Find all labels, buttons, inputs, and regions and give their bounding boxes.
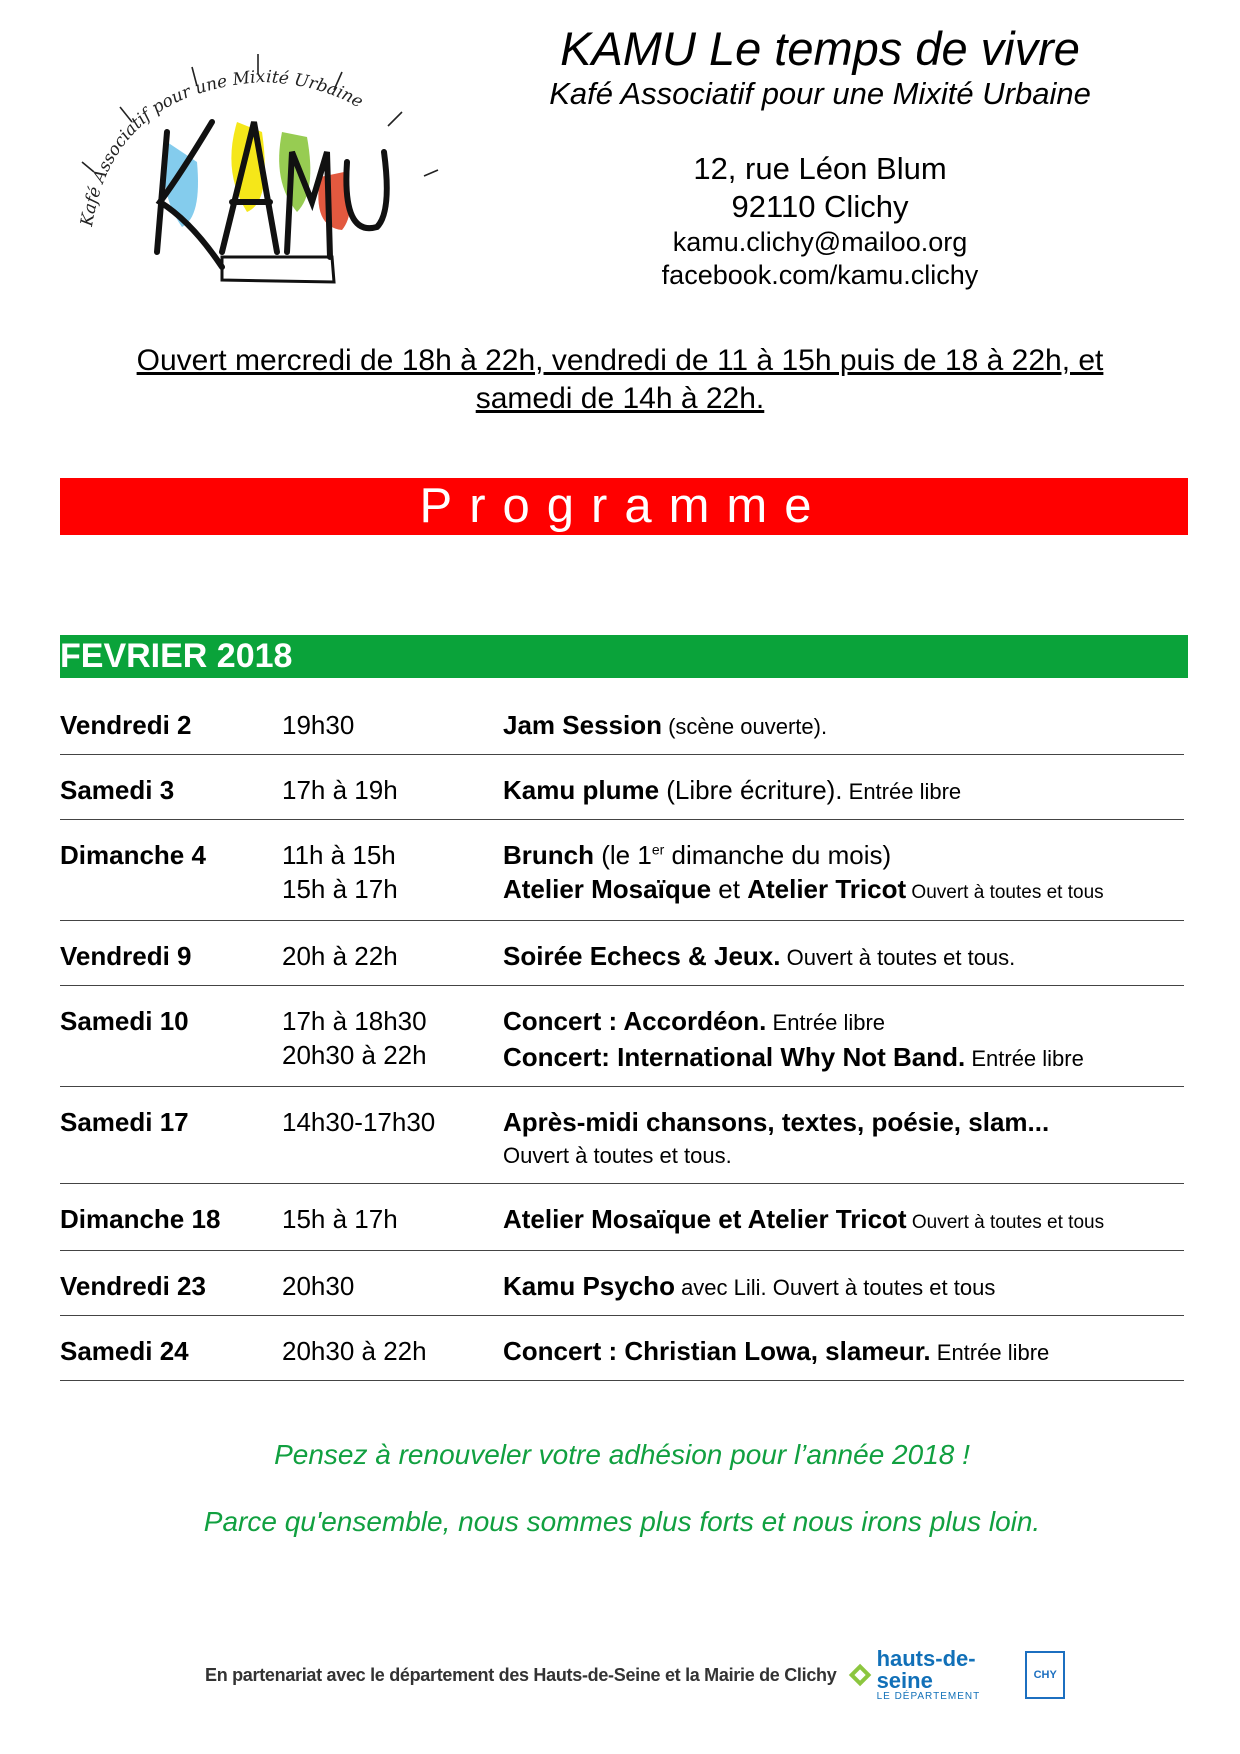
logo-arc-text: Kafé Associatif pour une Mixité Urbaine <box>77 66 367 228</box>
opening-hours-line-1: Ouvert mercredi de 18h à 22h, vendredi de 11 à 15h puis de 18 à 22h, et <box>136 344 1104 377</box>
renew-membership-message: Pensez à renouveler votre adhésion pour l’année 2018 ! <box>274 1439 970 1470</box>
schedule-time-cell <box>282 708 503 744</box>
event-detail-sup: er <box>651 841 665 858</box>
event-line <box>503 1040 1184 1076</box>
opening-hours-line-2: samedi de 14h à 22h. <box>475 382 765 415</box>
schedule-day: Samedi 3 <box>60 775 175 805</box>
header <box>500 22 1140 292</box>
event-detail: et <box>711 874 748 904</box>
schedule-time: 15h à 17h <box>282 1204 398 1234</box>
event-line <box>503 838 1184 872</box>
schedule-row <box>60 1184 1184 1251</box>
schedule-row <box>60 820 1184 921</box>
event-note: Entrée libre <box>842 779 962 804</box>
schedule-time-cell <box>282 1004 503 1076</box>
schedule-row <box>60 755 1184 820</box>
partner-footer <box>205 1645 1065 1705</box>
event-line <box>503 1269 1184 1305</box>
schedule-day: Vendredi 9 <box>60 941 192 971</box>
event-title: Atelier Mosaïque <box>503 874 712 904</box>
schedule-event-cell <box>503 1004 1184 1076</box>
event-title: Jam Session <box>503 710 662 740</box>
address-street: 12, rue Léon Blum <box>693 151 947 186</box>
hds-logo-sub: LE DÉPARTEMENT <box>876 1691 981 1702</box>
hauts-de-seine-logo <box>848 1648 1001 1702</box>
event-note: Ouvert à toutes et tous. <box>503 1143 732 1168</box>
event-title: Atelier Mosaïque et Atelier Tricot <box>503 1204 907 1234</box>
schedule-event-cell <box>503 1269 1184 1305</box>
schedule-table <box>60 690 1184 1381</box>
programme-banner: Programme <box>60 478 1188 535</box>
schedule-day: Vendredi 23 <box>60 1271 206 1301</box>
hds-logo-name: hauts-de-seine <box>876 1646 976 1693</box>
schedule-time: 19h30 <box>282 710 355 740</box>
event-title: Concert: International Why Not Band. <box>503 1042 966 1072</box>
contact-facebook[interactable]: facebook.com/kamu.clichy <box>661 260 979 290</box>
schedule-time-cell <box>282 1105 503 1173</box>
schedule-event-cell <box>503 773 1184 809</box>
event-detail: (le 1 <box>594 840 652 870</box>
schedule-time-cell <box>282 1334 503 1370</box>
event-detail: dimanche du mois) <box>664 840 892 870</box>
schedule-day: Dimanche 4 <box>60 840 206 870</box>
schedule-event-cell <box>503 708 1184 744</box>
schedule-time: 17h à 18h30 <box>282 1006 427 1036</box>
schedule-time: 14h30-17h30 <box>282 1107 436 1137</box>
page-subtitle: Kafé Associatif pour une Mixité Urbaine <box>549 76 1091 111</box>
event-line <box>503 1334 1184 1370</box>
together-message: Parce qu'ensemble, nous sommes plus forts et nous irons plus loin. <box>203 1506 1041 1537</box>
event-line <box>503 939 1184 975</box>
event-title: Concert : Accordéon. <box>503 1006 767 1036</box>
event-title: Kamu Psycho <box>503 1271 675 1301</box>
schedule-day: Vendredi 2 <box>60 710 192 740</box>
event-line <box>503 1202 1184 1240</box>
schedule-row <box>60 1087 1184 1184</box>
contact-email[interactable]: kamu.clichy@mailoo.org <box>672 227 968 257</box>
event-title: Soirée Echecs & Jeux. <box>503 941 781 971</box>
event-line <box>503 1004 1184 1040</box>
schedule-time-cell <box>282 1269 503 1305</box>
event-line <box>503 872 1184 910</box>
month-banner: FEVRIER 2018 <box>60 635 1188 678</box>
schedule-event-cell <box>503 1334 1184 1370</box>
event-title: Concert : Christian Lowa, slameur. <box>503 1336 931 1366</box>
event-note: Entrée libre <box>766 1010 886 1035</box>
event-line <box>503 708 1184 744</box>
schedule-time-cell <box>282 939 503 975</box>
event-title: Kamu plume <box>503 775 660 805</box>
schedule-event-cell <box>503 838 1184 910</box>
event-note: Ouvert à toutes et tous <box>906 1212 1105 1233</box>
event-note: Ouvert à toutes et tous <box>906 882 1104 903</box>
schedule-time-cell <box>282 1202 503 1240</box>
event-note: Entrée libre <box>930 1340 1050 1365</box>
schedule-event-cell <box>503 939 1184 975</box>
schedule-time-cell <box>282 838 503 910</box>
event-title: Atelier Tricot <box>747 874 907 904</box>
schedule-day: Samedi 17 <box>60 1107 189 1137</box>
schedule-day: Samedi 10 <box>60 1006 189 1036</box>
schedule-time: 17h à 19h <box>282 775 398 805</box>
schedule-row <box>60 1251 1184 1316</box>
schedule-time: 11h à 15h <box>282 840 396 870</box>
partner-text: En partenariat avec le département des Hauts-de-Seine et la Mairie de Clichy <box>205 1664 837 1685</box>
page-title: KAMU Le temps de vivre <box>560 22 1080 75</box>
schedule-time: 20h30 <box>282 1271 355 1301</box>
event-note: Ouvert à toutes et tous. <box>780 945 1016 970</box>
event-line <box>503 773 1184 809</box>
event-note: Entrée libre <box>965 1046 1084 1071</box>
schedule-row <box>60 921 1184 986</box>
schedule-day: Dimanche 18 <box>60 1204 221 1234</box>
opening-hours <box>60 342 1180 418</box>
event-note: avec Lili. Ouvert à toutes et tous <box>674 1275 996 1300</box>
schedule-time: 20h à 22h <box>282 941 398 971</box>
schedule-event-cell <box>503 1202 1184 1240</box>
event-line <box>503 1105 1184 1139</box>
schedule-time: 15h à 17h <box>282 874 398 904</box>
kamu-logo <box>72 52 452 292</box>
schedule-time: 20h30 à 22h <box>282 1040 427 1070</box>
schedule-row <box>60 986 1184 1087</box>
schedule-day: Samedi 24 <box>60 1336 189 1366</box>
schedule-time-cell <box>282 773 503 809</box>
event-title: Après-midi chansons, textes, poésie, slam... <box>503 1107 1050 1137</box>
diamond-icon <box>848 1660 872 1690</box>
schedule-row <box>60 690 1184 755</box>
schedule-event-cell <box>503 1105 1184 1173</box>
schedule-time: 20h30 à 22h <box>282 1336 427 1366</box>
event-detail: (scène ouverte). <box>661 714 828 739</box>
event-title: Brunch <box>503 840 594 870</box>
schedule-row <box>60 1316 1184 1381</box>
address-city: 92110 Clichy <box>731 189 909 224</box>
clichy-logo: CHY <box>1025 1651 1065 1699</box>
event-detail: (Libre écriture). <box>659 775 843 805</box>
